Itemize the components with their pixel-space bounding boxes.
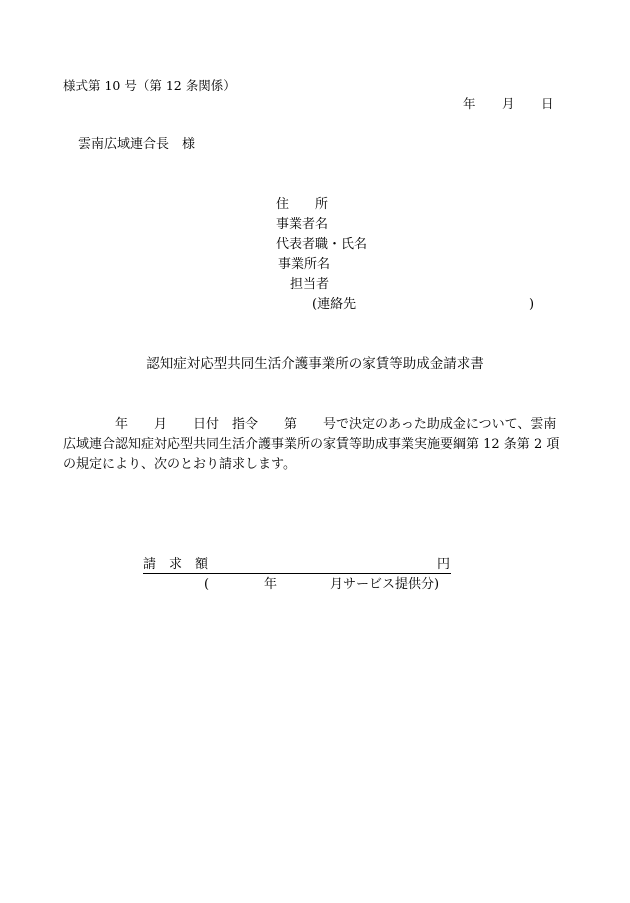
addressee: 雲南広域連合長 様 xyxy=(78,137,196,152)
company-name-label: 事業者名 xyxy=(276,217,329,232)
person-in-charge-label: 担当者 xyxy=(290,277,330,292)
office-name-label: 事業所名 xyxy=(278,257,331,272)
body-text-line-3: の規定により、次のとおり請求します。 xyxy=(63,457,296,472)
contact-label: (連絡先 xyxy=(312,297,357,312)
service-period-open-paren: ( xyxy=(204,577,210,592)
service-year-label: 年 xyxy=(264,577,278,592)
document-title: 認知症対応型共同生活介護事業所の家賃等助成金請求書 xyxy=(146,356,484,372)
address-label: 住 所 xyxy=(276,197,329,212)
form-number: 様式第 10 号（第 12 条関係） xyxy=(63,78,236,93)
date-day-label: 日 xyxy=(541,96,554,111)
representative-label: 代表者職・氏名 xyxy=(276,237,368,252)
body-text-line-1: 年 月 日付 指令 第 号で決定のあった助成金について、雲南 xyxy=(63,417,557,432)
date-year-label: 年 xyxy=(463,96,476,111)
service-month-label: 月サービス提供分) xyxy=(330,577,440,592)
date-month-label: 月 xyxy=(502,96,515,111)
body-text-line-2: 広域連合認知症対応型共同生活介護事業所の家賃等助成事業実施要綱第 12 条第 2 項 xyxy=(63,437,560,452)
yen-label: 円 xyxy=(437,557,451,572)
claim-amount-label: 請 求 額 xyxy=(143,557,209,572)
contact-close-paren: ) xyxy=(529,297,535,312)
claim-amount-underline xyxy=(143,573,451,574)
